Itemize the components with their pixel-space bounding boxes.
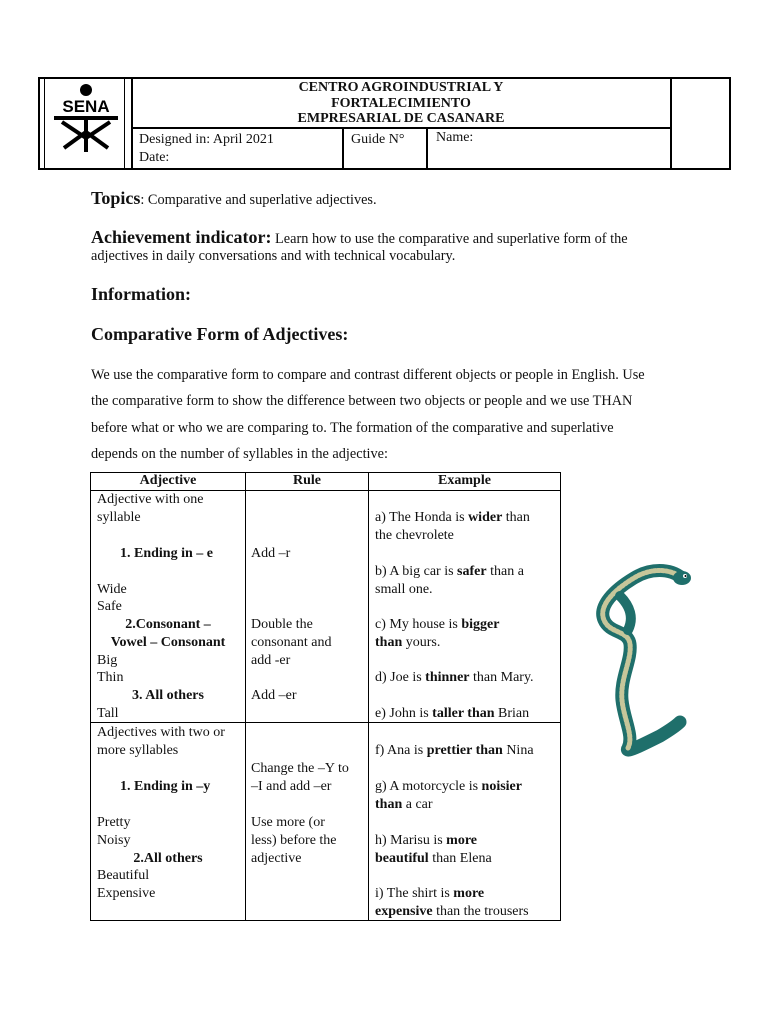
sena-logo <box>50 82 122 154</box>
rule-use-more-3: adjective <box>251 851 302 866</box>
adj-tall: Tall <box>97 706 119 721</box>
example-g-line-1: g) A motorcycle is noisier <box>375 779 522 794</box>
rule-double-3: add -er <box>251 653 291 668</box>
adj-noisy: Noisy <box>97 833 131 848</box>
example-g-line-2: than a car <box>375 797 433 812</box>
guide-label: Guide N° <box>351 132 405 147</box>
example-h-line-2: beautiful than Elena <box>375 851 492 866</box>
header-title-line-3: EMPRESARIAL DE CASANARE <box>297 111 505 126</box>
name-label: Name: <box>436 130 474 145</box>
adj-cvc-2: Vowel – Consonant <box>110 635 226 650</box>
example-i-line-2: expensive than the trousers <box>375 904 529 919</box>
section-heading: Comparative Form of Adjectives: <box>91 324 349 344</box>
example-e: e) John is taller than Brian <box>375 706 530 721</box>
example-b-line-1: b) A big car is safer than a <box>375 564 524 579</box>
adj-cvc-1: 2.Consonant – <box>125 617 211 632</box>
adj-ending-y: 1. Ending in –y <box>120 779 211 794</box>
adj-two-syllables-1: Adjectives with two or <box>97 725 225 740</box>
header-title-line-2: FORTALECIMIENTO <box>331 96 471 111</box>
date-label: Date: <box>139 150 170 165</box>
rule-add-er: Add –er <box>251 688 297 703</box>
example-c-line-2: than yours. <box>375 635 441 650</box>
example-d: d) Joe is thinner than Mary. <box>375 670 534 685</box>
adj-one-syllable-2: syllable <box>97 510 141 525</box>
rule-use-more-2: less) before the <box>251 833 337 848</box>
adj-two-syllables-2: more syllables <box>97 743 179 758</box>
example-i-line-1: i) The shirt is more <box>375 886 485 901</box>
topics-text: : Comparative and superlative adjectives. <box>140 192 377 208</box>
table-header-adjective: Adjective <box>139 473 197 488</box>
table-header-example: Example <box>438 473 491 488</box>
paragraph-line-3: before what or who we are comparing to. The formation of the comparative and superlative <box>91 420 614 436</box>
topics-line <box>91 188 377 209</box>
rule-change-y-2: –I and add –er <box>251 779 332 794</box>
example-f: f) Ana is prettier than Nina <box>375 743 534 758</box>
achievement-label: Achievement indicator: <box>91 227 272 247</box>
achievement-line-1 <box>91 227 628 248</box>
adj-beautiful: Beautiful <box>97 868 150 883</box>
adj-all-others-2: 2.All others <box>133 851 203 866</box>
adj-expensive: Expensive <box>97 886 156 901</box>
rule-add-r: Add –r <box>251 546 291 561</box>
adj-all-others-1: 3. All others <box>132 688 204 703</box>
adj-ending-e: 1. Ending in – e <box>120 546 213 561</box>
adj-pretty: Pretty <box>97 815 131 830</box>
adj-big: Big <box>97 653 118 668</box>
adj-thin: Thin <box>97 670 124 685</box>
table-header-rule: Rule <box>293 473 321 488</box>
snake-illustration <box>590 560 700 760</box>
information-heading: Information: <box>91 284 191 304</box>
paragraph-line-2: the comparative form to show the difference between two objects or people and we use THAN <box>91 393 633 409</box>
example-b-line-2: small one. <box>375 582 433 597</box>
example-h-line-1: h) Marisu is more <box>375 833 478 848</box>
example-a-line-2: the chevrolete <box>375 528 454 543</box>
rule-double-2: consonant and <box>251 635 332 650</box>
example-a-line-1: a) The Honda is wider than <box>375 510 530 525</box>
achievement-text-2: adjectives in daily conversations and with technical vocabulary. <box>91 248 456 264</box>
rule-use-more-1: Use more (or <box>251 815 325 830</box>
topics-label: Topics <box>91 188 141 208</box>
adj-one-syllable-1: Adjective with one <box>97 492 204 507</box>
logo-text: SENA <box>62 97 110 116</box>
header-title-line-1: CENTRO AGROINDUSTRIAL Y <box>298 80 504 95</box>
rule-double-1: Double the <box>251 617 313 632</box>
paragraph-line-1: We use the comparative form to compare and contrast different objects or people in English. Use <box>91 367 645 383</box>
adj-safe: Safe <box>97 599 122 614</box>
achievement-text-1: Learn how to use the comparative and superlative form of the <box>275 231 628 247</box>
paragraph-line-4: depends on the number of syllables in the adjective: <box>91 446 388 462</box>
example-c-line-1: c) My house is bigger <box>375 617 500 632</box>
rule-change-y-1: Change the –Y to <box>251 761 349 776</box>
designed-in: Designed in: April 2021 <box>139 132 274 147</box>
adj-wide: Wide <box>97 582 127 597</box>
